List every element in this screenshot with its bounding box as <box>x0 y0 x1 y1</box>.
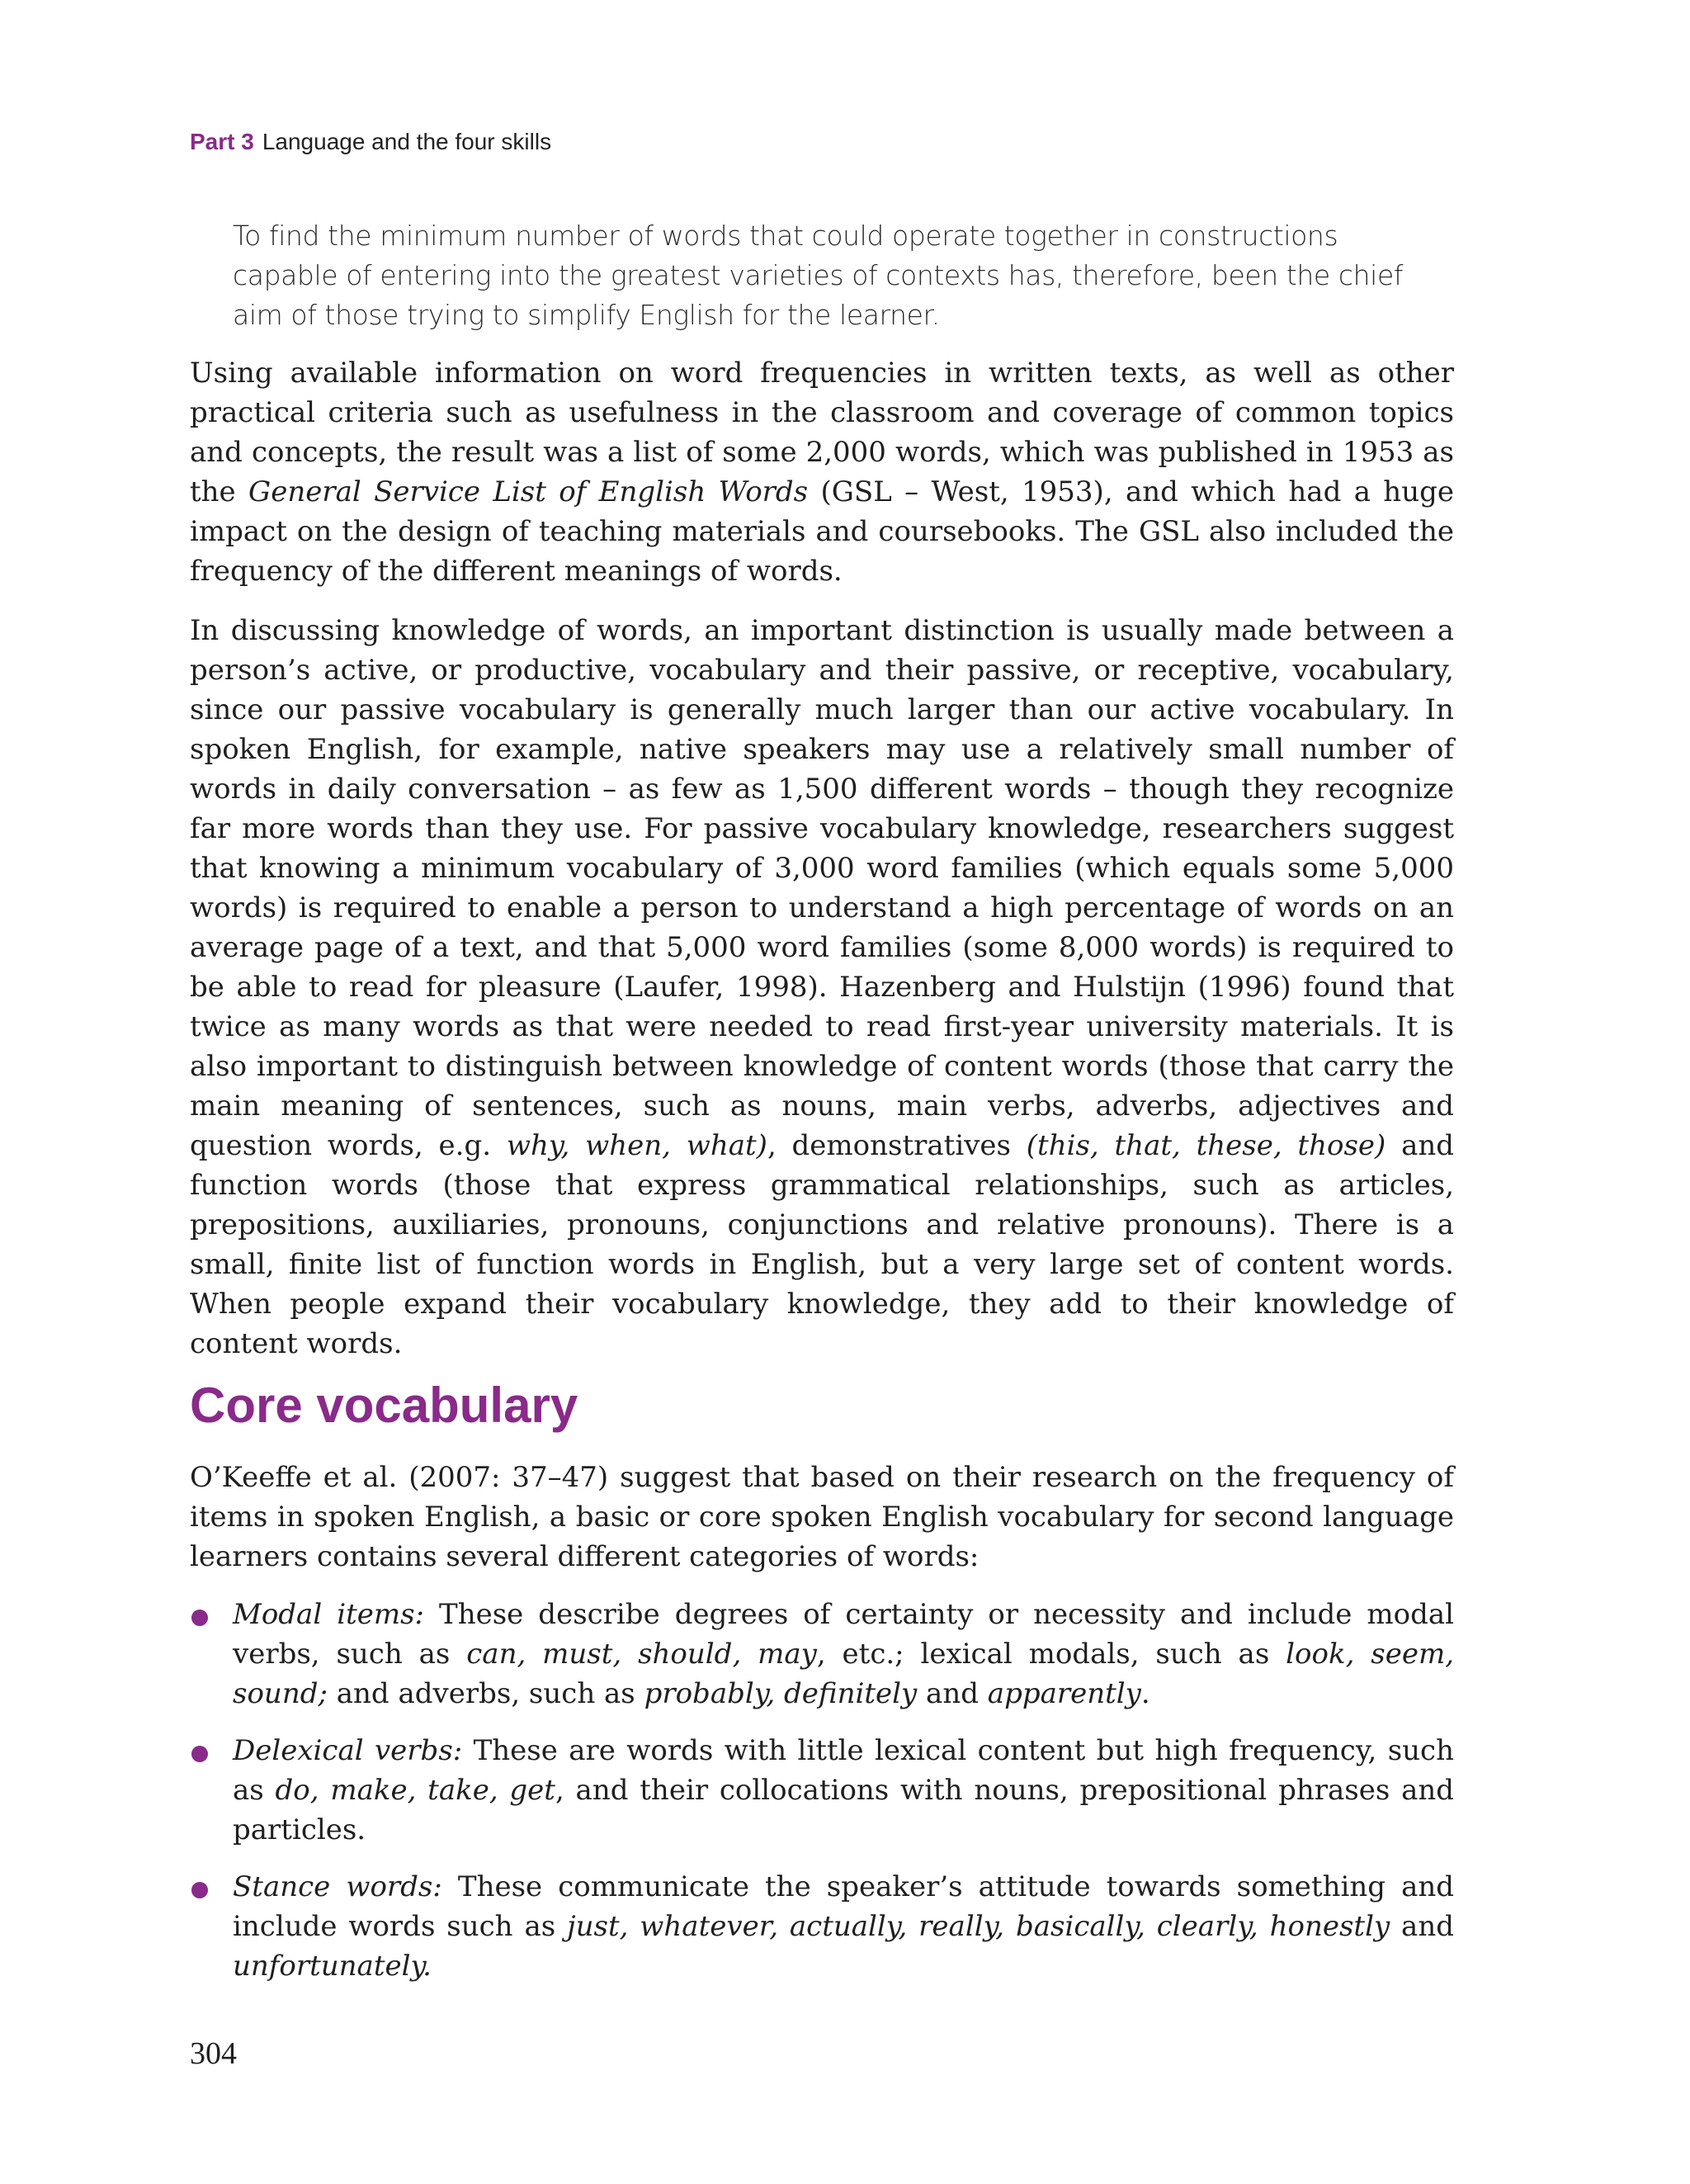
para2-italic-examples-1: why, when, what) <box>506 1129 767 1162</box>
bullet-term: Stance words: <box>233 1870 442 1903</box>
bullet-italic: probably, definitely <box>644 1677 918 1710</box>
para2-italic-examples-2: (this, that, these, those) <box>1026 1129 1386 1162</box>
para1-text-2: (GSL – West, 1953), and which had a huge impact on the design of teaching materials and coursebooks. The GSL also included the frequency of the different meanings of words. <box>190 475 1454 588</box>
bullet-italic: can, must, should, may <box>466 1638 817 1671</box>
running-head-part: Part 3 <box>190 129 254 154</box>
bullet-dot-icon <box>191 1882 208 1898</box>
bullet-dot-icon <box>191 1746 208 1762</box>
page-number: 304 <box>190 2036 237 2071</box>
para1-text-1: Using available information on word frequencies in written texts, as well as other practical criteria such as usefulness in the classroom and coverage of common topics and concepts, the result was a list of some 2,000 words, which was published in 1953 as the <box>190 357 1454 508</box>
bullet-text <box>233 1595 1454 1714</box>
para2-text-3: and function words (those that express grammatical relationships, such as articles, prepositions, auxiliaries, pronouns, conjunctions and relative pronouns). There is a small, finite list of function words in English, but a very large set of content words. When people expand their vocabulary knowledge, they add to their knowledge of content words. <box>190 1129 1455 1360</box>
bullet-text <box>233 1867 1454 1986</box>
bullet-span: . <box>1140 1677 1150 1710</box>
bullet-text <box>233 1731 1454 1850</box>
block-quote: To find the minimum number of words that could operate together in constructions capable of entering into the greatest varieties of contexts has, therefore, been the chief aim of those trying to simplify English for the learner. <box>233 220 1404 331</box>
running-head-title: Language and the four skills <box>262 129 552 154</box>
bullet-span: and <box>917 1677 988 1710</box>
bullet-span: , etc.; lexical modals, such as <box>816 1638 1286 1671</box>
running-head <box>190 129 551 155</box>
section-heading: Core vocabulary <box>190 1378 578 1433</box>
body-paragraph-3: O’Keeffe et al. (2007: 37–47) suggest that based on their research on the frequency of items in spoken English, a basic or core spoken English vocabulary for second language learners contains several different categories of words: <box>190 1461 1454 1573</box>
bullet-italic: apparently <box>987 1677 1141 1710</box>
body-paragraph-2 <box>190 611 1454 1364</box>
bullet-term: Delexical verbs: <box>233 1734 463 1767</box>
bullet-dot-icon <box>191 1610 208 1626</box>
bullet-italic: do, make, take, get <box>275 1774 555 1807</box>
para2-text-1: In discussing knowledge of words, an important distinction is usually made between a person’s active, or productive, vocabulary and their passive, or receptive, vocabulary, since our passive vocabulary is generally much larger than our active vocabulary. In spoken English, for example, native speakers may use a relatively small number of words in daily conversation – as few as 1,500 different words – though they recognize far more words than they use. For passive vocabulary knowledge, researchers suggest that knowing a minimum vocabulary of 3,000 word families (which equals some 5,000 words) is required to enable a person to understand a high percentage of words on an average page of a text, and that 5,000 word families (some 8,000 words) is required to be able to read for pleasure (Laufer, 1998). Hazenberg and Hulstijn (1996) found that twice as many words as that were needed to read first-year university materials. It is also important to distinguish between knowledge of content words (those that carry the main meaning of sentences, such as nouns, main verbs, adverbs, adjectives and question words, e.g. <box>190 614 1454 1162</box>
body-paragraph-1 <box>190 353 1454 591</box>
bullet-italic: look, seem, sound; <box>233 1638 1454 1710</box>
bullet-italic: unfortunately. <box>233 1950 432 1983</box>
bullet-span: These communicate the speaker’s attitude towards something and include words such as <box>233 1870 1455 1943</box>
bullet-span: These are words with little lexical content but high frequency, such as <box>233 1734 1454 1807</box>
bullet-span: and <box>1390 1910 1454 1943</box>
bullet-term: Modal items: <box>233 1598 425 1631</box>
bullet-span: , and their collocations with nouns, prepositional phrases and particles. <box>233 1774 1454 1846</box>
bullet-span: and adverbs, such as <box>327 1677 644 1710</box>
bullet-span: These describe degrees of certainty or necessity and include modal verbs, such as <box>233 1598 1454 1671</box>
para2-text-2: , demonstratives <box>767 1129 1027 1162</box>
para1-italic-title: General Service List of English Words <box>248 475 809 508</box>
bullet-italic: just, whatever, actually, really, basically, clearly, honestly <box>567 1910 1390 1943</box>
